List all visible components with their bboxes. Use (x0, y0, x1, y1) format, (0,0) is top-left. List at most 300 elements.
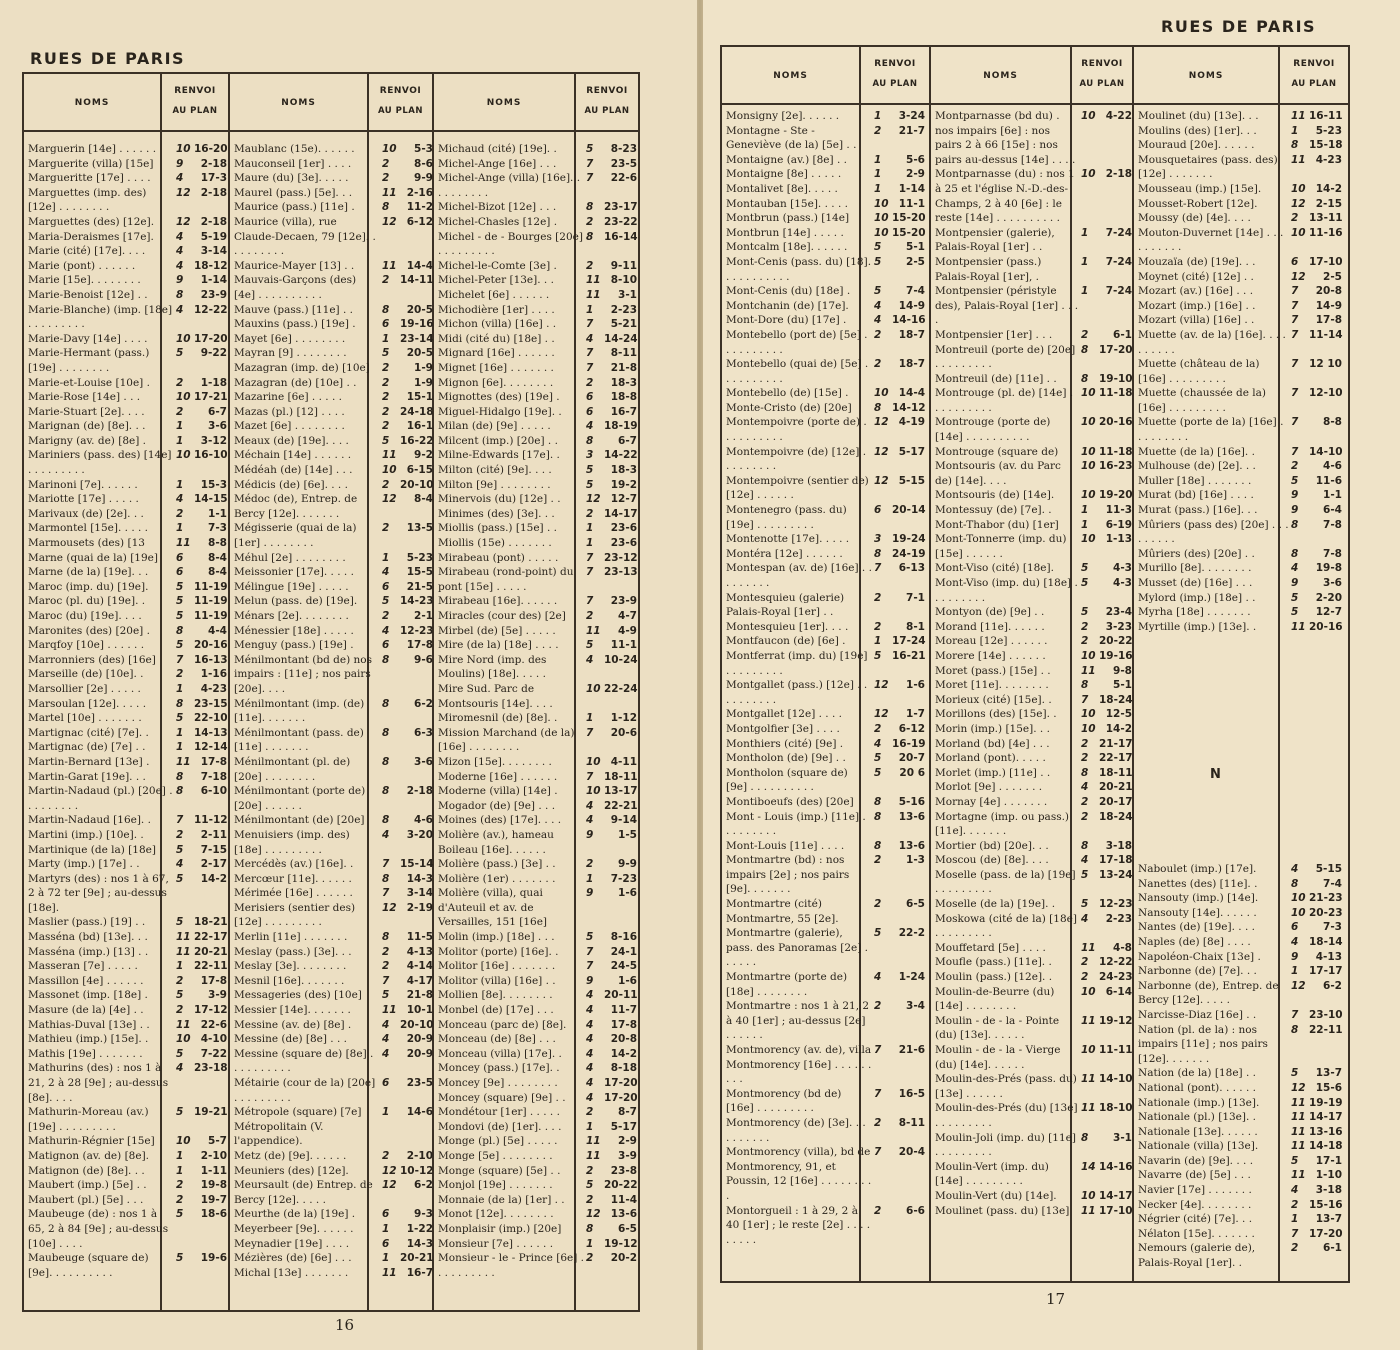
street-name: Mauvais-Garçons (des) [4e] . . . . . . . . . . (234, 274, 357, 301)
map-grid-ref: 21-6 (898, 1044, 925, 1056)
street-name: Montholon (square de) [9e] . . . . . . . . . . (726, 766, 848, 794)
street-name: Mélingue [19e] . . . . . (234, 580, 349, 593)
street-entry (931, 415, 1136, 444)
street-name: Mondovi (de) [1er]. . . . (438, 1120, 562, 1133)
street-name: Marigny (av. de) [8e] . (28, 434, 146, 447)
street-entry (434, 332, 640, 347)
street-entry (722, 1087, 931, 1116)
map-grid-ref: 6-1 (1323, 1242, 1342, 1255)
map-grid-ref: 17-20 (1099, 343, 1133, 356)
arrondissement-ref: 1 (1291, 965, 1299, 978)
map-grid-ref: 1-3 (906, 854, 925, 867)
street-entry (24, 682, 230, 697)
street-entry (1134, 877, 1348, 892)
street-entry (931, 561, 1136, 576)
map-grid-ref: 1-14 (200, 274, 227, 287)
arrondissement-ref: 9 (586, 887, 594, 900)
street-entry (1134, 862, 1348, 877)
arrondissement-ref: 11 (382, 1266, 397, 1279)
street-entry (722, 401, 931, 416)
street-name: Métropole (square) [7e] (234, 1106, 362, 1119)
street-entry (434, 1178, 640, 1193)
arrondissement-ref: 2 (586, 1252, 594, 1265)
map-grid-ref: 3-1 (1113, 1131, 1132, 1144)
map-grid-ref: 18-7 (898, 358, 925, 371)
map-grid-ref: 13-17 (604, 785, 638, 798)
street-name: Mire (de la) [18e] . . . . (438, 639, 559, 652)
street-name: Moulin - de - la - Pointe (du) [13e]. . . . . . (935, 1014, 1060, 1042)
map-grid-ref: 14-2 (1315, 182, 1342, 195)
street-entry (24, 405, 230, 420)
map-grid-ref: 14-23 (400, 595, 434, 608)
arrondissement-ref: 8 (1081, 839, 1089, 852)
arrondissement-ref: 7 (1291, 445, 1299, 458)
arrondissement-ref: 2 (382, 391, 390, 404)
arrondissement-ref: 10 (1081, 489, 1096, 502)
arrondissement-ref: 2 (1081, 795, 1089, 808)
street-entry (434, 346, 640, 361)
map-grid-ref: 19-12 (604, 1237, 638, 1250)
street-entry (434, 463, 640, 478)
map-grid-ref: 16-21 (892, 649, 926, 662)
street-entry (230, 901, 436, 930)
street-name: Meslay [3e]. . . . . . . . (234, 960, 347, 973)
street-name: Moulin-Vert (du) [14e]. (935, 1189, 1057, 1202)
street-entry (931, 1204, 1136, 1219)
map-grid-ref: 1-6 (906, 679, 925, 692)
street-name: Michel-Ange [16e] . . . (438, 157, 557, 170)
map-grid-ref: 23-18 (194, 1062, 228, 1075)
arrondissement-ref: 8 (874, 795, 882, 808)
street-name: Monsieur [7e] . . . . . . (438, 1237, 554, 1250)
map-grid-ref: 5-23 (1315, 124, 1342, 137)
street-entry (931, 167, 1136, 225)
street-entry (1134, 328, 1348, 357)
arrondissement-ref: 8 (176, 770, 184, 783)
map-grid-ref: 11-19 (194, 610, 228, 622)
street-name: Meissonier [17e]. . . . . (234, 566, 354, 579)
street-name: Marivaux (de) [2e]. . . (28, 507, 144, 520)
street-name: Mazarine [6e] . . . . . (234, 391, 342, 404)
street-name: Mirabeau (rond-point) du pont [15e] . . . . . (438, 566, 574, 593)
au-plan-header: AU PLAN (584, 106, 630, 116)
street-entry (1134, 1241, 1348, 1270)
map-grid-ref: 4-23 (200, 682, 227, 695)
street-name: Monnaie (de la) [1er] . . (438, 1193, 565, 1206)
street-entry (434, 1237, 640, 1252)
map-grid-ref: 16-7 (610, 405, 637, 418)
street-entry (230, 317, 436, 332)
arrondissement-ref: 2 (382, 420, 390, 433)
map-grid-ref: 6-5 (906, 898, 925, 911)
arrondissement-ref: 5 (176, 872, 184, 885)
street-name: Mayet [6e] . . . . . . . . (234, 332, 346, 345)
map-grid-ref: 2-5 (906, 255, 925, 268)
street-entry (230, 959, 436, 974)
street-entry (1134, 979, 1348, 1008)
arrondissement-ref: 1 (176, 1149, 184, 1162)
arrondissement-ref: 7 (586, 566, 594, 579)
map-grid-ref: 3-4 (906, 1000, 925, 1013)
street-entry (722, 532, 931, 547)
renvoi-header: RENVOI (1081, 59, 1123, 69)
arrondissement-ref: 5 (1081, 868, 1089, 881)
street-name: Michelet [6e] . . . . . . (438, 288, 550, 301)
map-grid-ref: 14-15 (194, 493, 228, 506)
arrondissement-ref: 1 (176, 682, 184, 695)
arrondissement-ref: 8 (382, 785, 390, 798)
street-entry (1134, 1139, 1348, 1154)
street-name: Morand [11e]. . . . . . (935, 620, 1045, 633)
street-entry (722, 1145, 931, 1203)
street-name: Michel - de - Bourges [20e] . . . . . . . . . (438, 230, 583, 258)
map-grid-ref: 5-17 (610, 1120, 637, 1133)
map-grid-ref: 19-16 (1099, 649, 1133, 662)
map-grid-ref: 11-14 (1309, 328, 1343, 341)
street-entry (230, 930, 436, 945)
arrondissement-ref: 11 (1291, 1169, 1306, 1182)
street-entry (931, 941, 1136, 956)
street-name: Martyrs (des) : nos 1 à 67, 2 à 72 ter [9e] ; au-dessus [18e]. (28, 872, 169, 914)
street-entry (230, 857, 436, 872)
map-grid-ref: 19-7 (200, 1193, 227, 1206)
street-entry (24, 988, 230, 1003)
map-grid-ref: 24-18 (400, 405, 434, 418)
street-name: Matignon (de) [8e]. . . (28, 1164, 145, 1177)
au-plan-header: AU PLAN (377, 106, 424, 116)
map-grid-ref: 18-6 (200, 1208, 227, 1221)
arrondissement-ref: 5 (586, 639, 594, 652)
map-grid-ref: 3-14 (406, 887, 433, 900)
street-name: Montreuil (de) [11e] . . (935, 372, 1057, 385)
street-entry (24, 1149, 230, 1164)
street-name: Montrouge (porte de) [14e] . . . . . . . . . . (935, 416, 1051, 444)
map-grid-ref: 14-2 (200, 872, 227, 885)
map-grid-ref: 6-12 (406, 215, 433, 228)
street-name: Monplaisir (imp.) [20e] (438, 1222, 562, 1235)
street-name: Merlin [11e] . . . . . . . (234, 931, 348, 944)
street-entry (230, 521, 436, 550)
street-entry (434, 974, 640, 989)
street-name: Mazagran (de) [10e] . . (234, 376, 357, 389)
arrondissement-ref: 8 (382, 726, 390, 739)
street-name: Marne (quai de la) [19e] (28, 551, 158, 564)
noms-header: NOMS (281, 98, 316, 108)
arrondissement-ref: 1 (586, 537, 594, 550)
street-name: Masséna (imp.) [13] . . (28, 945, 149, 958)
arrondissement-ref: 10 (1291, 226, 1306, 239)
map-grid-ref: 2-10 (406, 1149, 433, 1162)
street-name: Mire Sud. Parc de Montsouris [14e]. . . . (438, 682, 553, 710)
street-entry (434, 507, 640, 522)
street-entry (931, 853, 1136, 868)
street-name: Maubeuge (square de) [9e]. . . . . . . . . . (28, 1252, 149, 1279)
street-entry (722, 897, 931, 926)
arrondissement-ref: 8 (586, 434, 594, 447)
arrondissement-ref: 8 (176, 785, 184, 798)
street-entry (722, 474, 931, 503)
street-entry (24, 142, 230, 157)
street-name: Mortier (bd) [20e]. . . (935, 839, 1049, 852)
street-entry (434, 682, 640, 711)
street-entry (230, 1266, 436, 1281)
map-grid-ref: 13-5 (406, 522, 433, 535)
map-grid-ref: 12-22 (194, 303, 228, 316)
street-entry (24, 1061, 230, 1105)
street-name: Monsigny [2e]. . . . . . (726, 110, 840, 122)
map-grid-ref: 6-3 (414, 726, 433, 739)
street-name: Michon (villa) [16e] . . (438, 318, 557, 331)
map-grid-ref: 20-21 (400, 1252, 434, 1265)
street-name: Moulin (pass.) [12e]. . (935, 971, 1053, 984)
street-entry (1134, 415, 1348, 444)
map-grid-ref: 5-23 (406, 551, 433, 564)
arrondissement-ref: 4 (586, 1047, 594, 1060)
arrondissement-ref: 7 (586, 318, 594, 331)
arrondissement-ref: 2 (382, 945, 390, 958)
map-grid-ref: 7-15 (200, 843, 227, 856)
arrondissement-ref: 10 (382, 464, 397, 477)
map-grid-ref: 17-24 (892, 635, 926, 648)
map-grid-ref: 14-3 (406, 872, 433, 885)
street-name: Montbrun (pass.) [14e] (726, 212, 850, 225)
street-name: Marie-Blanche) (imp. [18e] . . . . . . . . . (28, 303, 173, 331)
map-grid-ref: 16-19 (892, 737, 926, 750)
street-name: Nemours (galerie de), Palais-Royal [1er]. . (1138, 1242, 1256, 1270)
entries-right-col-2 (931, 109, 1136, 1218)
map-grid-ref: 1-9 (414, 376, 433, 389)
map-grid-ref: 17-8 (406, 639, 433, 652)
arrondissement-ref: 4 (586, 420, 594, 433)
map-grid-ref: 23-15 (194, 697, 228, 710)
map-grid-ref: 18-7 (898, 328, 925, 341)
noms-header: NOMS (773, 71, 808, 81)
map-grid-ref: 10-12 (400, 1164, 434, 1177)
street-name: Méchain [14e] . . . . . . (234, 449, 352, 462)
street-name: Moreau [12e] . . . . . . (935, 635, 1048, 648)
arrondissement-ref: 7 (1291, 416, 1299, 429)
arrondissement-ref: 2 (586, 376, 594, 389)
map-grid-ref: 21-8 (610, 361, 637, 374)
map-grid-ref: 15-20 (892, 226, 926, 239)
map-grid-ref: 24-5 (610, 960, 637, 973)
street-name: Mathis [19e] . . . . . . . (28, 1047, 143, 1060)
street-entry (230, 448, 436, 463)
map-grid-ref: 3-1 (618, 288, 637, 301)
street-entry (24, 930, 230, 945)
street-entry (722, 707, 931, 722)
arrondissement-ref: 11 (176, 537, 191, 550)
street-entry (24, 288, 230, 303)
page-number-left: 16 (335, 1316, 355, 1334)
street-name: Mire Nord (imp. des Moulins) [18e]. . . . . (438, 653, 547, 681)
arrondissement-ref: 4 (1291, 935, 1299, 948)
map-grid-ref: 23-17 (604, 201, 638, 214)
street-name: Montiboeufs (des) [20e] (726, 795, 854, 808)
street-name: Mariotte [17e] . . . . . (28, 493, 139, 506)
street-name: Ménilmontant (bd de) nos impairs : [11e] ; nos pairs [20e]. . . . (234, 653, 373, 695)
street-name: Myrha [18e] . . . . . . . (1138, 606, 1251, 619)
map-grid-ref: 6-2 (414, 697, 433, 710)
street-name: Marie (cité) [17e]. . . . (28, 245, 146, 258)
street-entry (1134, 255, 1348, 270)
street-name: Négrier (cité) [7e]. . . (1138, 1213, 1253, 1226)
arrondissement-ref: 10 (586, 755, 601, 768)
arrondissement-ref: 2 (874, 898, 882, 911)
street-name: Napoléon-Chaix [13e] . (1138, 950, 1261, 963)
arrondissement-ref: 5 (874, 766, 882, 779)
street-entry (931, 488, 1136, 503)
street-entry (230, 945, 436, 960)
map-grid-ref: 15-20 (892, 212, 926, 225)
street-name: Meyerbeer [9e]. . . . . . (234, 1222, 354, 1235)
street-name: Montenotte [17e]. . . . . (726, 533, 850, 546)
street-entry (931, 1189, 1136, 1204)
street-name: Michel-Ange (villa) [16e]. . . . . . . . . . (438, 172, 581, 199)
street-name: Montsouris (av. du Parc de) [14e]. . . . (935, 460, 1061, 487)
street-name: Nationale (pl.) [13e]. . (1138, 1111, 1257, 1124)
street-name: Moderne [16e] . . . . . . (438, 770, 558, 783)
street-entry (931, 1101, 1136, 1130)
arrondissement-ref: 4 (586, 989, 594, 1002)
street-name: Margueritte [17e] . . . . (28, 172, 151, 185)
street-entry (434, 711, 640, 726)
street-name: Montéra [12e] . . . . . . (726, 547, 843, 560)
street-name: Mozart (imp.) [16e] . . (1138, 299, 1256, 312)
street-entry (931, 693, 1136, 708)
map-grid-ref: 4-3 (1113, 562, 1132, 575)
street-name: Nantes (de) [19e]. . . . (1138, 921, 1255, 934)
street-entry (230, 755, 436, 784)
map-grid-ref: 23-5 (610, 157, 637, 170)
arrondissement-ref: 12 (586, 493, 601, 506)
street-name: Melun (pass. de) [19e]. (234, 595, 358, 608)
street-entry (722, 751, 931, 766)
street-name: Marronniers (des) [16e] (28, 653, 156, 666)
arrondissement-ref: 1 (176, 522, 184, 535)
arrondissement-ref: 2 (874, 1204, 882, 1217)
street-entry (931, 868, 1136, 897)
street-entry (1134, 153, 1348, 182)
arrondissement-ref: 2 (874, 620, 882, 633)
street-entry (1134, 1183, 1348, 1198)
arrondissement-ref: 4 (176, 493, 184, 506)
map-grid-ref: 2-5 (1323, 270, 1342, 283)
street-entry (434, 770, 640, 785)
street-entry (230, 813, 436, 828)
street-entry (931, 386, 1136, 415)
arrondissement-ref: 2 (874, 1116, 882, 1129)
street-name: Meuniers (des) [12e]. (234, 1164, 349, 1177)
street-name: Moskowa (cité de la) [18e] . . . . . . . . . (935, 912, 1077, 940)
arrondissement-ref: 7 (586, 770, 594, 783)
street-name: Mirabeau [16e]. . . . . . (438, 595, 558, 608)
street-entry (24, 959, 230, 974)
street-name: Montchanin (de) [17e]. (726, 299, 849, 312)
map-grid-ref: 9-22 (200, 347, 227, 360)
street-entry (1134, 1227, 1348, 1242)
map-grid-ref: 6-13 (898, 562, 925, 575)
map-grid-ref: 17-18 (1099, 854, 1133, 867)
street-entry (434, 259, 640, 274)
street-entry (931, 620, 1136, 635)
street-name: Nansouty (imp.) [14e]. (1138, 892, 1259, 905)
street-name: Maurice (villa), rue Claude-Decaen, 79 [12e]. . . . . . . . . . (234, 215, 376, 258)
arrondissement-ref: 2 (176, 974, 184, 987)
map-grid-ref: 2-9 (906, 168, 925, 181)
street-name: Monjol [19e] . . . . . . . (438, 1179, 553, 1192)
map-grid-ref: 22-2 (898, 927, 925, 940)
arrondissement-ref: 2 (1291, 1242, 1299, 1255)
map-grid-ref: 7-8 (1323, 518, 1342, 531)
street-entry (230, 1149, 436, 1164)
street-name: Midi (cité du) [18e] . . (438, 332, 555, 345)
street-entry (434, 1222, 640, 1237)
street-name: Montferrat (imp. du) [19e] . . . . . . . . . (726, 649, 868, 677)
noms-header: NOMS (1188, 71, 1224, 81)
street-name: Morland (pont). . . . . (935, 752, 1046, 765)
street-name: Moulin-de-Beurre (du) [14e] . . . . . . . . (935, 985, 1055, 1013)
street-entry (24, 770, 230, 785)
street-entry (434, 1018, 640, 1033)
map-grid-ref: 22-24 (604, 682, 638, 695)
map-grid-ref: 14-9 (1315, 299, 1342, 312)
map-grid-ref: 6-4 (1323, 504, 1342, 517)
arrondissement-ref: 6 (382, 1077, 390, 1089)
street-entry (722, 240, 931, 255)
arrondissement-ref: 1 (176, 434, 184, 447)
map-grid-ref: 3-9 (618, 1149, 637, 1162)
street-name: Maroc (imp. du) [19e]. (28, 580, 149, 593)
noms-header: NOMS (983, 71, 1018, 81)
street-entry (230, 828, 436, 857)
street-entry (434, 1164, 640, 1179)
map-grid-ref: 16-22 (400, 434, 434, 447)
arrondissement-ref: 2 (1081, 956, 1089, 969)
arrondissement-ref: 6 (382, 1237, 390, 1250)
map-grid-ref: 14-17 (1309, 1111, 1343, 1124)
arrondissement-ref: 5 (176, 639, 184, 652)
map-grid-ref: 17-21 (194, 391, 228, 404)
map-grid-ref: 7-24 (1105, 285, 1132, 298)
street-name: Marsollier [2e] . . . . . (28, 682, 141, 695)
street-name: Montebello (port de) [5e] . . . . . . . . . . (726, 328, 868, 356)
arrondissement-ref: 5 (1081, 606, 1089, 619)
street-entry (931, 634, 1136, 649)
arrondissement-ref: 7 (1291, 314, 1299, 327)
street-entry (24, 609, 230, 624)
map-grid-ref: 20-4 (898, 1146, 925, 1159)
arrondissement-ref: 10 (1081, 168, 1096, 181)
arrondissement-ref: 2 (874, 124, 882, 137)
map-grid-ref: 1-10 (1315, 1169, 1342, 1182)
street-name: Muette (château de la) [16e] . . . . . . . . . (1138, 358, 1260, 385)
street-name: Montorgueil : 1 à 29, 2 à 40 [1er] ; le reste [2e] . . . . . . . . . (726, 1204, 871, 1246)
map-grid-ref: 18-24 (1099, 693, 1133, 706)
street-name: Milcent (imp.) [20e] . . (438, 434, 558, 447)
street-name: Marseille (de) [10e]. . (28, 668, 144, 681)
map-grid-ref: 18-3 (610, 464, 637, 477)
arrondissement-ref: 12 (1291, 1081, 1306, 1094)
arrondissement-ref: 9 (1291, 950, 1299, 963)
map-grid-ref: 13-6 (898, 810, 925, 823)
street-name: Michel-le-Comte [3e] . (438, 259, 557, 272)
street-name: Mozart (av.) [16e] . . . (1138, 285, 1254, 298)
entries-left-col-3 (434, 142, 640, 1280)
street-entry (434, 930, 640, 945)
map-grid-ref: 19-12 (1099, 1014, 1133, 1027)
arrondissement-ref: 5 (1081, 577, 1089, 589)
